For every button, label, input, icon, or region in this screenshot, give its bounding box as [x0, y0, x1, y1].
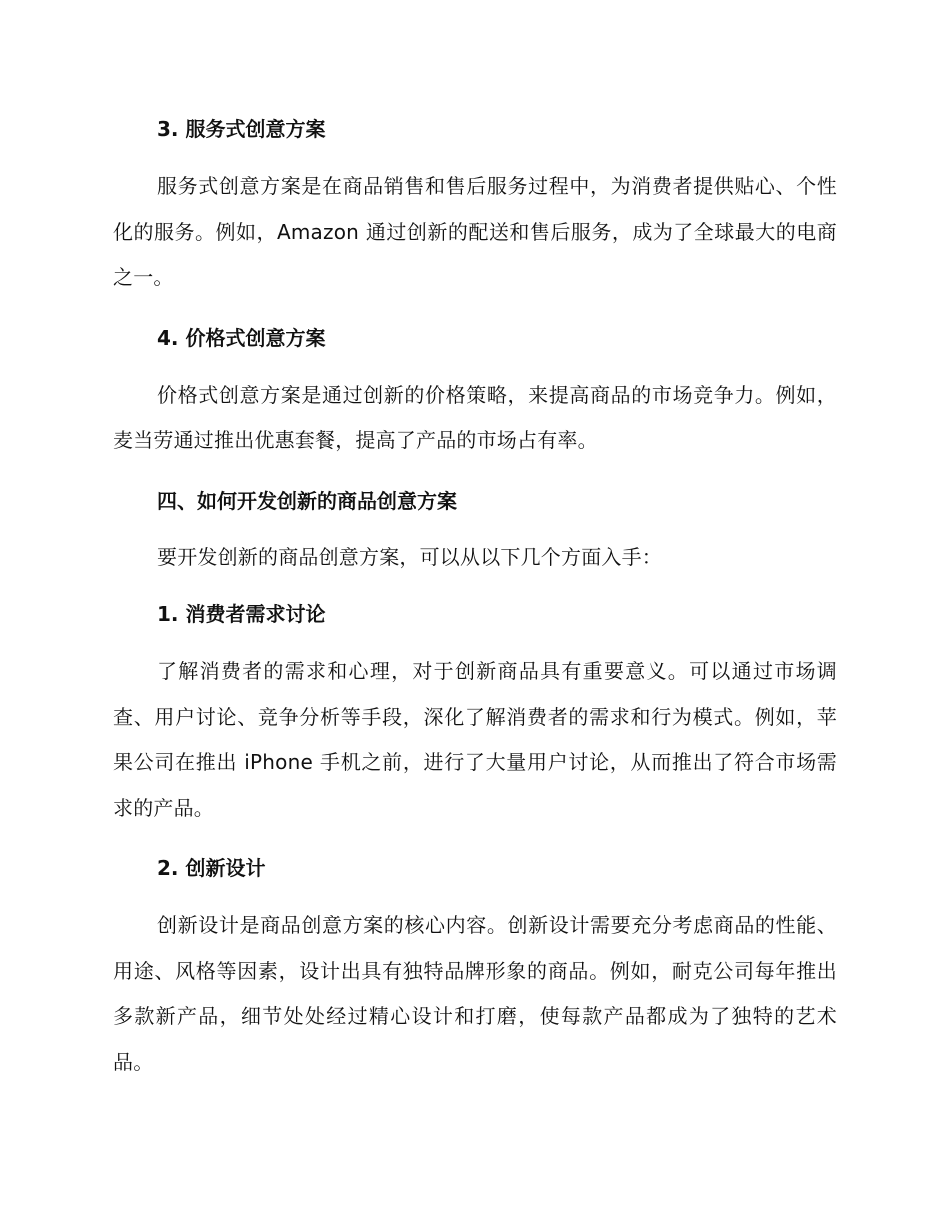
section-paragraph-innovative-design: 创新设计是商品创意方案的核心内容。创新设计需要充分考虑商品的性能、用途、风格等因素，设计出具有独特品牌形象的商品。例如，耐克公司每年推出多款新产品，细节处处经过精心设计和打磨，使每款产品都成为了独特的艺术品。 [113, 913, 837, 1074]
document-body [113, 109, 837, 1085]
section-heading-price-plan: 4. 价格式创意方案 [157, 325, 326, 350]
section-heading-consumer-needs: 1. 消费者需求讨论 [157, 602, 326, 626]
section-heading-innovative-design: 2. 创新设计 [157, 856, 266, 880]
section-paragraph-how-to-develop: 要开发创新的商品创意方案，可以从以下几个方面入手： [157, 544, 662, 569]
section-paragraph-consumer-needs: 了解消费者的需求和心理，对于创新商品具有重要意义。可以通过市场调查、用户讨论、竞争分析等手段，深化了解消费者的需求和行为模式。例如，苹果公司在推出 iPhone 手机之前，进行了大量用户讨论，从而推出了符合市场需求的产品。 [113, 659, 837, 820]
section-heading-how-to-develop: 四、如何开发创新的商品创意方案 [157, 488, 457, 513]
section-paragraph-price-plan: 价格式创意方案是通过创新的价格策略，来提高商品的市场竞争力。例如，麦当劳通过推出优惠套餐，提高了产品的市场占有率。 [113, 382, 837, 452]
section-heading-service-plan: 3. 服务式创意方案 [157, 117, 326, 141]
section-paragraph-service-plan: 服务式创意方案是在商品销售和售后服务过程中，为消费者提供贴心、个性化的服务。例如，Amazon 通过创新的配送和售后服务，成为了全球最大的电商之一。 [113, 174, 837, 289]
